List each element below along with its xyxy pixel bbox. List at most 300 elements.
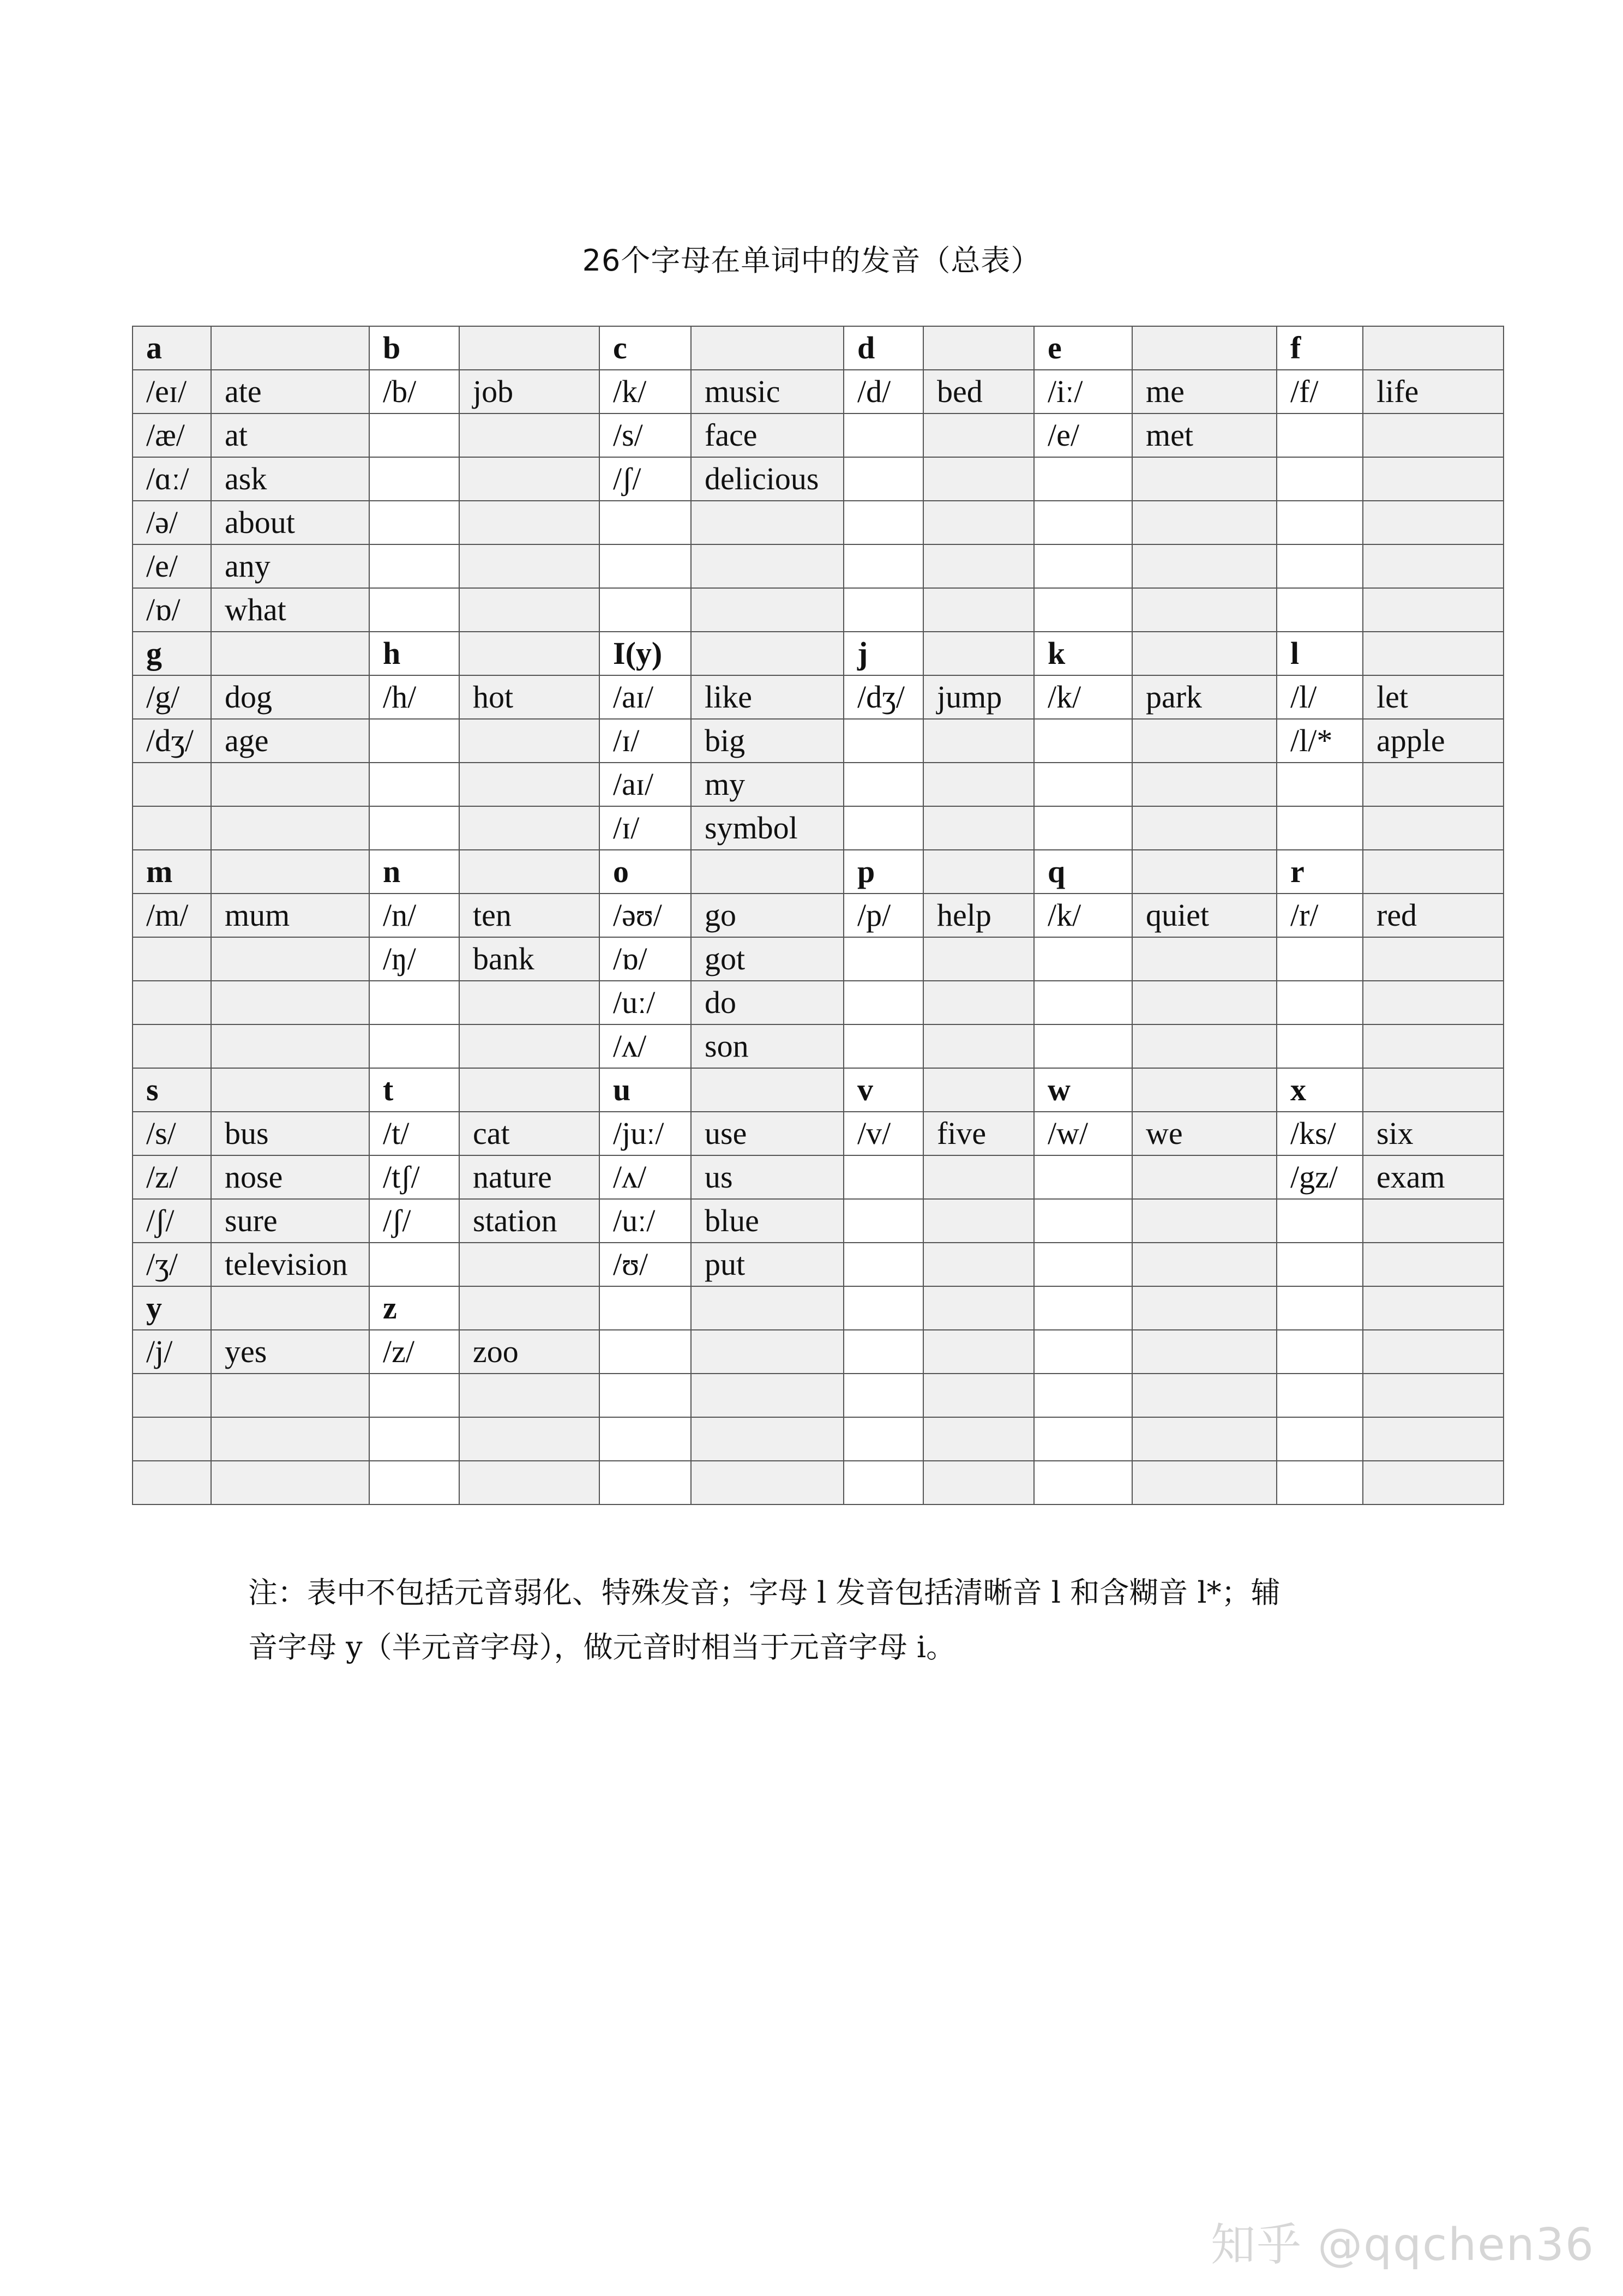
example-word-cell bbox=[459, 413, 599, 457]
letter-cell: I(y) bbox=[599, 632, 691, 675]
example-word-cell: nature bbox=[459, 1155, 599, 1199]
example-word-cell: us bbox=[691, 1155, 844, 1199]
example-word-cell: mum bbox=[211, 894, 369, 937]
blank-cell bbox=[211, 1068, 369, 1112]
letter-cell: e bbox=[1034, 326, 1132, 370]
phonetic-cell: /ɒ/ bbox=[599, 937, 691, 981]
phonetic-cell bbox=[133, 1024, 211, 1068]
letter-cell: h bbox=[369, 632, 459, 675]
phonetic-cell: /f/ bbox=[1277, 370, 1363, 413]
phonetic-cell bbox=[1277, 763, 1363, 806]
example-word-cell: ten bbox=[459, 894, 599, 937]
phonetic-cell bbox=[844, 1155, 923, 1199]
phonetic-cell bbox=[844, 763, 923, 806]
phonetic-cell: /aɪ/ bbox=[599, 763, 691, 806]
phonetic-cell bbox=[369, 981, 459, 1024]
example-word-cell bbox=[459, 1461, 599, 1504]
phonetic-cell bbox=[1277, 1417, 1363, 1461]
phonetic-cell bbox=[599, 1330, 691, 1374]
example-word-cell: what bbox=[211, 588, 369, 632]
example-word-cell bbox=[691, 501, 844, 544]
phonetic-cell bbox=[133, 806, 211, 850]
phonetic-cell: /tʃ/ bbox=[369, 1155, 459, 1199]
letter-cell: l bbox=[1277, 632, 1363, 675]
example-word-cell: television bbox=[211, 1243, 369, 1286]
example-word-cell: ate bbox=[211, 370, 369, 413]
blank-cell bbox=[459, 632, 599, 675]
phonetic-cell bbox=[844, 1374, 923, 1417]
phonetic-cell bbox=[844, 806, 923, 850]
table-row bbox=[133, 588, 1504, 632]
table-row bbox=[133, 457, 1504, 501]
phonetic-cell bbox=[1034, 457, 1132, 501]
phonetic-cell bbox=[369, 457, 459, 501]
example-word-cell: put bbox=[691, 1243, 844, 1286]
example-word-cell bbox=[1363, 1243, 1504, 1286]
phonetic-cell: /k/ bbox=[1034, 675, 1132, 719]
phonetic-cell: /ʃ/ bbox=[369, 1199, 459, 1243]
example-word-cell: six bbox=[1363, 1112, 1504, 1155]
example-word-cell: bus bbox=[211, 1112, 369, 1155]
phonetic-cell bbox=[1277, 1461, 1363, 1504]
letter-cell bbox=[1277, 1286, 1363, 1330]
blank-cell bbox=[923, 632, 1034, 675]
phonetic-cell bbox=[844, 501, 923, 544]
phonetic-cell bbox=[599, 1374, 691, 1417]
example-word-cell bbox=[1363, 1417, 1504, 1461]
letter-cell: y bbox=[133, 1286, 211, 1330]
phonetic-cell bbox=[133, 1461, 211, 1504]
letter-cell: n bbox=[369, 850, 459, 894]
example-word-cell: red bbox=[1363, 894, 1504, 937]
phonetic-cell bbox=[369, 1417, 459, 1461]
phonetic-cell bbox=[1034, 719, 1132, 763]
phonetic-cell bbox=[1277, 544, 1363, 588]
phonetic-cell bbox=[1277, 981, 1363, 1024]
letter-cell bbox=[844, 1286, 923, 1330]
table-row bbox=[133, 413, 1504, 457]
table-row bbox=[133, 675, 1504, 719]
example-word-cell bbox=[459, 588, 599, 632]
blank-cell bbox=[1132, 850, 1277, 894]
phonetic-cell bbox=[369, 806, 459, 850]
letter-cell: a bbox=[133, 326, 211, 370]
phonetic-cell: /p/ bbox=[844, 894, 923, 937]
phonetic-cell bbox=[844, 1417, 923, 1461]
example-word-cell bbox=[1132, 1461, 1277, 1504]
footnote-line-1: 注：表中不包括元音弱化、特殊发音；字母 l 发音包括清晰音 l 和含糊音 l*；辅 bbox=[248, 1575, 1281, 1610]
phonetic-cell: /iː/ bbox=[1034, 370, 1132, 413]
phonetic-cell bbox=[844, 544, 923, 588]
example-word-cell bbox=[1132, 806, 1277, 850]
phonetic-cell bbox=[369, 763, 459, 806]
zhihu-watermark: 知乎 @qqchen36 bbox=[1211, 2219, 1595, 2271]
letter-cell: f bbox=[1277, 326, 1363, 370]
example-word-cell bbox=[459, 501, 599, 544]
phonetic-cell: /ʌ/ bbox=[599, 1155, 691, 1199]
example-word-cell bbox=[691, 1330, 844, 1374]
example-word-cell bbox=[1132, 719, 1277, 763]
phonetic-cell bbox=[844, 413, 923, 457]
blank-cell bbox=[459, 1068, 599, 1112]
page-title: 26个字母在单词中的发音（总表） bbox=[582, 243, 1041, 278]
table-row bbox=[133, 1243, 1504, 1286]
letter-cell: r bbox=[1277, 850, 1363, 894]
phonetic-cell: /e/ bbox=[1034, 413, 1132, 457]
phonetic-cell bbox=[1277, 588, 1363, 632]
letter-cell: g bbox=[133, 632, 211, 675]
phonetic-cell: /ɒ/ bbox=[133, 588, 211, 632]
example-word-cell bbox=[211, 806, 369, 850]
example-word-cell: quiet bbox=[1132, 894, 1277, 937]
phonetic-cell: /ŋ/ bbox=[369, 937, 459, 981]
blank-cell bbox=[923, 1286, 1034, 1330]
example-word-cell: do bbox=[691, 981, 844, 1024]
example-word-cell bbox=[211, 981, 369, 1024]
example-word-cell: about bbox=[211, 501, 369, 544]
letter-cell: j bbox=[844, 632, 923, 675]
example-word-cell bbox=[923, 457, 1034, 501]
phonetic-cell bbox=[1034, 588, 1132, 632]
letter-header-row bbox=[133, 632, 1504, 675]
example-word-cell bbox=[1363, 806, 1504, 850]
example-word-cell: at bbox=[211, 413, 369, 457]
phonetic-cell bbox=[1034, 1461, 1132, 1504]
table-body bbox=[133, 326, 1504, 1504]
blank-cell bbox=[1363, 1068, 1504, 1112]
example-word-cell: five bbox=[923, 1112, 1034, 1155]
phonetic-cell bbox=[1277, 413, 1363, 457]
table-row bbox=[133, 544, 1504, 588]
example-word-cell: delicious bbox=[691, 457, 844, 501]
example-word-cell: big bbox=[691, 719, 844, 763]
blank-cell bbox=[1363, 632, 1504, 675]
example-word-cell bbox=[691, 1461, 844, 1504]
phonetic-cell bbox=[369, 1374, 459, 1417]
example-word-cell bbox=[923, 1330, 1034, 1374]
phonetic-cell bbox=[844, 719, 923, 763]
letter-cell: b bbox=[369, 326, 459, 370]
letter-header-row bbox=[133, 1286, 1504, 1330]
example-word-cell: face bbox=[691, 413, 844, 457]
blank-cell bbox=[1363, 326, 1504, 370]
letter-cell: t bbox=[369, 1068, 459, 1112]
letter-header-row bbox=[133, 326, 1504, 370]
example-word-cell bbox=[923, 413, 1034, 457]
phonetic-cell: /əʊ/ bbox=[599, 894, 691, 937]
phonetic-cell bbox=[1034, 501, 1132, 544]
example-word-cell bbox=[1132, 937, 1277, 981]
phonetic-cell bbox=[369, 719, 459, 763]
phonetic-cell bbox=[369, 501, 459, 544]
example-word-cell bbox=[1132, 457, 1277, 501]
phonetic-cell: /uː/ bbox=[599, 981, 691, 1024]
phonetic-cell: /h/ bbox=[369, 675, 459, 719]
example-word-cell bbox=[1363, 937, 1504, 981]
example-word-cell: let bbox=[1363, 675, 1504, 719]
example-word-cell: music bbox=[691, 370, 844, 413]
example-word-cell bbox=[1363, 501, 1504, 544]
table-row bbox=[133, 370, 1504, 413]
blank-cell bbox=[459, 850, 599, 894]
phonetic-cell bbox=[1277, 1243, 1363, 1286]
example-word-cell bbox=[459, 1374, 599, 1417]
example-word-cell bbox=[691, 1374, 844, 1417]
blank-cell bbox=[1363, 850, 1504, 894]
example-word-cell bbox=[923, 1243, 1034, 1286]
example-word-cell: we bbox=[1132, 1112, 1277, 1155]
phonetic-cell: /d/ bbox=[844, 370, 923, 413]
phonetic-cell: /ɪ/ bbox=[599, 719, 691, 763]
example-word-cell bbox=[923, 981, 1034, 1024]
phonetic-cell bbox=[599, 1417, 691, 1461]
phonetic-cell bbox=[1034, 1155, 1132, 1199]
example-word-cell: job bbox=[459, 370, 599, 413]
example-word-cell bbox=[459, 457, 599, 501]
phonetic-cell bbox=[1277, 457, 1363, 501]
blank-cell bbox=[691, 632, 844, 675]
example-word-cell: age bbox=[211, 719, 369, 763]
phonetic-cell bbox=[844, 1243, 923, 1286]
example-word-cell bbox=[691, 1417, 844, 1461]
blank-cell bbox=[923, 326, 1034, 370]
table-row bbox=[133, 1024, 1504, 1068]
example-word-cell: met bbox=[1132, 413, 1277, 457]
table-row bbox=[133, 981, 1504, 1024]
example-word-cell bbox=[691, 588, 844, 632]
example-word-cell bbox=[1132, 501, 1277, 544]
example-word-cell bbox=[211, 1024, 369, 1068]
phonetic-cell bbox=[133, 981, 211, 1024]
example-word-cell bbox=[211, 937, 369, 981]
example-word-cell bbox=[1132, 1374, 1277, 1417]
example-word-cell bbox=[1132, 588, 1277, 632]
example-word-cell: my bbox=[691, 763, 844, 806]
phonetic-cell bbox=[1034, 1024, 1132, 1068]
letter-cell: d bbox=[844, 326, 923, 370]
phonetic-cell bbox=[1034, 1243, 1132, 1286]
phonetic-cell bbox=[369, 1461, 459, 1504]
phonetic-cell bbox=[369, 1024, 459, 1068]
phonetic-cell: /z/ bbox=[133, 1155, 211, 1199]
example-word-cell bbox=[459, 763, 599, 806]
phonetic-cell: /uː/ bbox=[599, 1199, 691, 1243]
letter-cell: s bbox=[133, 1068, 211, 1112]
example-word-cell bbox=[1363, 763, 1504, 806]
letter-cell: p bbox=[844, 850, 923, 894]
example-word-cell bbox=[923, 1417, 1034, 1461]
letter-cell bbox=[1034, 1286, 1132, 1330]
phonetic-cell: /b/ bbox=[369, 370, 459, 413]
blank-cell bbox=[1132, 1068, 1277, 1112]
example-word-cell bbox=[459, 544, 599, 588]
example-word-cell bbox=[923, 1374, 1034, 1417]
phonetic-cell bbox=[1034, 763, 1132, 806]
phonetic-cell: /ʃ/ bbox=[599, 457, 691, 501]
example-word-cell: sure bbox=[211, 1199, 369, 1243]
footnote bbox=[248, 1566, 1393, 1675]
example-word-cell bbox=[459, 1243, 599, 1286]
phonetic-cell bbox=[1034, 544, 1132, 588]
example-word-cell bbox=[211, 763, 369, 806]
phonetic-cell: /ʌ/ bbox=[599, 1024, 691, 1068]
example-word-cell bbox=[923, 501, 1034, 544]
phonetic-cell: /v/ bbox=[844, 1112, 923, 1155]
phonetic-cell bbox=[133, 1417, 211, 1461]
table-row bbox=[133, 1112, 1504, 1155]
phonetic-cell: /s/ bbox=[599, 413, 691, 457]
blank-cell bbox=[459, 326, 599, 370]
letter-header-row bbox=[133, 850, 1504, 894]
example-word-cell bbox=[1132, 1155, 1277, 1199]
example-word-cell: blue bbox=[691, 1199, 844, 1243]
example-word-cell: symbol bbox=[691, 806, 844, 850]
phonetic-cell bbox=[599, 501, 691, 544]
phonetic-cell bbox=[599, 588, 691, 632]
example-word-cell bbox=[923, 937, 1034, 981]
example-word-cell bbox=[1132, 1330, 1277, 1374]
example-word-cell bbox=[691, 544, 844, 588]
blank-cell bbox=[923, 850, 1034, 894]
example-word-cell: jump bbox=[923, 675, 1034, 719]
example-word-cell: bed bbox=[923, 370, 1034, 413]
phonetic-cell bbox=[369, 544, 459, 588]
blank-cell bbox=[691, 850, 844, 894]
phonetic-cell: /juː/ bbox=[599, 1112, 691, 1155]
example-word-cell: son bbox=[691, 1024, 844, 1068]
table-row bbox=[133, 1461, 1504, 1504]
example-word-cell: help bbox=[923, 894, 1034, 937]
letter-sound-table bbox=[132, 326, 1504, 1505]
phonetic-cell: /ʒ/ bbox=[133, 1243, 211, 1286]
phonetic-cell bbox=[133, 763, 211, 806]
letter-cell: q bbox=[1034, 850, 1132, 894]
phonetic-cell bbox=[599, 1461, 691, 1504]
phonetic-cell bbox=[844, 1330, 923, 1374]
example-word-cell: me bbox=[1132, 370, 1277, 413]
example-word-cell: bank bbox=[459, 937, 599, 981]
blank-cell bbox=[1132, 1286, 1277, 1330]
example-word-cell bbox=[923, 544, 1034, 588]
phonetic-cell bbox=[1034, 937, 1132, 981]
phonetic-cell: /m/ bbox=[133, 894, 211, 937]
example-word-cell: apple bbox=[1363, 719, 1504, 763]
letter-header-row bbox=[133, 1068, 1504, 1112]
example-word-cell: station bbox=[459, 1199, 599, 1243]
example-word-cell bbox=[923, 1199, 1034, 1243]
phonetic-cell bbox=[1277, 1330, 1363, 1374]
phonetic-cell bbox=[1034, 1330, 1132, 1374]
phonetic-cell: /k/ bbox=[599, 370, 691, 413]
example-word-cell: cat bbox=[459, 1112, 599, 1155]
table-row bbox=[133, 501, 1504, 544]
example-word-cell bbox=[1363, 544, 1504, 588]
blank-cell bbox=[459, 1286, 599, 1330]
phonetic-cell bbox=[844, 457, 923, 501]
example-word-cell bbox=[1132, 763, 1277, 806]
phonetic-cell bbox=[1277, 501, 1363, 544]
example-word-cell bbox=[1132, 544, 1277, 588]
table-row bbox=[133, 894, 1504, 937]
example-word-cell: zoo bbox=[459, 1330, 599, 1374]
example-word-cell: got bbox=[691, 937, 844, 981]
letter-cell: u bbox=[599, 1068, 691, 1112]
example-word-cell bbox=[1132, 1417, 1277, 1461]
phonetic-cell bbox=[1034, 981, 1132, 1024]
phonetic-cell bbox=[1034, 1199, 1132, 1243]
example-word-cell bbox=[1363, 588, 1504, 632]
example-word-cell bbox=[1363, 981, 1504, 1024]
phonetic-cell bbox=[844, 981, 923, 1024]
example-word-cell bbox=[1363, 1199, 1504, 1243]
phonetic-cell: /g/ bbox=[133, 675, 211, 719]
phonetic-cell bbox=[1277, 1374, 1363, 1417]
phonetic-cell: /gz/ bbox=[1277, 1155, 1363, 1199]
blank-cell bbox=[1363, 1286, 1504, 1330]
table-row bbox=[133, 937, 1504, 981]
phonetic-cell bbox=[844, 1199, 923, 1243]
blank-cell bbox=[211, 1286, 369, 1330]
phonetic-cell: /aɪ/ bbox=[599, 675, 691, 719]
example-word-cell bbox=[1363, 413, 1504, 457]
phonetic-cell bbox=[1277, 1024, 1363, 1068]
table-row bbox=[133, 719, 1504, 763]
phonetic-cell bbox=[369, 413, 459, 457]
phonetic-cell bbox=[1277, 1199, 1363, 1243]
phonetic-cell bbox=[133, 937, 211, 981]
letter-cell: m bbox=[133, 850, 211, 894]
phonetic-cell bbox=[599, 544, 691, 588]
blank-cell bbox=[1132, 632, 1277, 675]
phonetic-cell: /k/ bbox=[1034, 894, 1132, 937]
phonetic-cell: /ə/ bbox=[133, 501, 211, 544]
example-word-cell bbox=[1363, 1461, 1504, 1504]
example-word-cell bbox=[923, 1024, 1034, 1068]
footnote-line-2: 音字母 y（半元音字母），做元音时相当于元音字母 i。 bbox=[248, 1630, 956, 1664]
example-word-cell bbox=[923, 806, 1034, 850]
phonetic-cell: /ɪ/ bbox=[599, 806, 691, 850]
example-word-cell bbox=[459, 981, 599, 1024]
example-word-cell bbox=[1363, 1374, 1504, 1417]
example-word-cell bbox=[459, 1417, 599, 1461]
phonetic-cell bbox=[1034, 1374, 1132, 1417]
letter-cell: x bbox=[1277, 1068, 1363, 1112]
example-word-cell: use bbox=[691, 1112, 844, 1155]
example-word-cell bbox=[211, 1461, 369, 1504]
example-word-cell bbox=[459, 719, 599, 763]
letter-cell: v bbox=[844, 1068, 923, 1112]
table-row bbox=[133, 1330, 1504, 1374]
phonetic-cell: /æ/ bbox=[133, 413, 211, 457]
phonetic-cell bbox=[844, 1024, 923, 1068]
letter-cell: c bbox=[599, 326, 691, 370]
example-word-cell: exam bbox=[1363, 1155, 1504, 1199]
phonetic-cell: /dʒ/ bbox=[844, 675, 923, 719]
example-word-cell bbox=[211, 1417, 369, 1461]
example-word-cell bbox=[923, 1461, 1034, 1504]
phonetic-cell: /ʊ/ bbox=[599, 1243, 691, 1286]
phonetic-cell: /s/ bbox=[133, 1112, 211, 1155]
blank-cell bbox=[1132, 326, 1277, 370]
blank-cell bbox=[691, 1286, 844, 1330]
example-word-cell bbox=[923, 763, 1034, 806]
example-word-cell: nose bbox=[211, 1155, 369, 1199]
example-word-cell bbox=[923, 1155, 1034, 1199]
example-word-cell: dog bbox=[211, 675, 369, 719]
phonetic-cell: /e/ bbox=[133, 544, 211, 588]
example-word-cell bbox=[459, 1024, 599, 1068]
letter-cell: z bbox=[369, 1286, 459, 1330]
